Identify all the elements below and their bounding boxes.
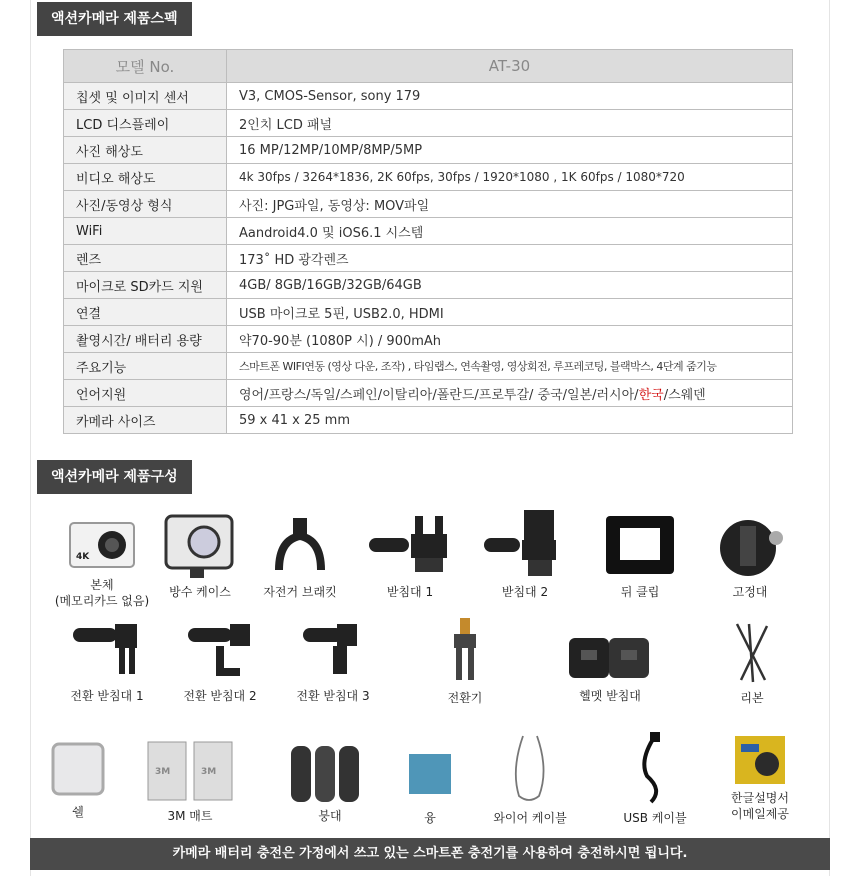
spec-key: 마이크로 SD카드 지원 bbox=[64, 272, 227, 299]
component-label: 전환 받침대 3 bbox=[296, 689, 370, 703]
component-item bbox=[415, 614, 515, 706]
component-item bbox=[280, 738, 380, 824]
component-item bbox=[475, 730, 585, 826]
component-label: 와이어 케이블 bbox=[493, 811, 567, 825]
spec-table bbox=[63, 49, 793, 434]
spec-header-row bbox=[64, 50, 793, 83]
camera-badge: 4K bbox=[76, 552, 90, 562]
spec-key: 사진 해상도 bbox=[64, 137, 227, 164]
tape-brand-label: 3M bbox=[155, 767, 171, 777]
component-label: 본체 (메모리카드 없음) bbox=[54, 578, 150, 608]
spec-row bbox=[64, 110, 793, 137]
spec-header-key: 모델 No. bbox=[64, 50, 227, 83]
spec-key: WiFi bbox=[64, 218, 227, 245]
component-label: USB 케이블 bbox=[623, 811, 687, 825]
component-label: 고정대 bbox=[732, 585, 768, 599]
spec-key: 칩셋 및 이미지 센서 bbox=[64, 83, 227, 110]
component-item bbox=[165, 620, 275, 704]
language-list: 영어/프랑스/독일/스페인/이탈리아/폴란드/프로투갈/ 중국/일본/러시아/ bbox=[239, 387, 639, 403]
manual-icon bbox=[733, 734, 787, 786]
component-item bbox=[712, 734, 808, 822]
spec-value: V3, CMOS-Sensor, sony 179 bbox=[227, 83, 793, 110]
shell-icon bbox=[45, 736, 111, 800]
component-item bbox=[150, 508, 250, 600]
spec-value: 4k 30fps / 3264*1836, 2K 60fps, 30fps / 1920*1080 , 1K 60fps / 1080*720 bbox=[227, 164, 793, 191]
tape-brand-label: 3M bbox=[201, 767, 217, 777]
footer-notice: 카메라 배터리 충전은 가정에서 쓰고 있는 스마트폰 충전기를 사용하여 충전하시면 됩니다. bbox=[30, 838, 830, 870]
component-item bbox=[600, 730, 710, 826]
component-item bbox=[700, 510, 800, 600]
usb-cable-icon bbox=[625, 730, 685, 806]
component-item bbox=[555, 628, 665, 704]
spec-key: 촬영시간/ 배터리 용량 bbox=[64, 326, 227, 353]
language-highlight: 한국 bbox=[638, 387, 664, 403]
component-item bbox=[250, 510, 350, 600]
bandage-icon bbox=[285, 738, 375, 804]
component-label: 전환 받침대 1 bbox=[70, 689, 144, 703]
spec-key: 언어지원 bbox=[64, 380, 227, 407]
camera-body-icon bbox=[66, 515, 138, 573]
spec-key: 사진/동영상 형식 bbox=[64, 191, 227, 218]
component-item bbox=[395, 740, 465, 826]
spec-value bbox=[227, 380, 793, 407]
component-item bbox=[52, 620, 162, 704]
component-label: 붕대 bbox=[318, 809, 342, 823]
spec-row bbox=[64, 353, 793, 380]
adapter-mount-icon bbox=[67, 620, 147, 684]
component-label: 한글설명서 이메일제공 bbox=[731, 791, 789, 821]
component-label: 3M 매트 bbox=[167, 809, 213, 823]
spec-key: LCD 디스플레이 bbox=[64, 110, 227, 137]
converter-icon bbox=[440, 614, 490, 686]
language-list-end: /스웨덴 bbox=[663, 387, 706, 403]
tripod-mount-icon bbox=[714, 510, 786, 580]
spec-key: 카메라 사이즈 bbox=[64, 407, 227, 434]
mount-icon bbox=[480, 506, 570, 580]
component-label: 받침대 1 bbox=[386, 585, 434, 599]
component-label: 받침대 2 bbox=[501, 585, 549, 599]
component-item bbox=[585, 510, 695, 600]
adhesive-pad-icon bbox=[142, 736, 238, 804]
spec-row bbox=[64, 191, 793, 218]
spec-value: 2인치 LCD 패널 bbox=[227, 110, 793, 137]
component-label: 융 bbox=[424, 811, 436, 825]
component-label: 쉘 bbox=[72, 805, 84, 819]
spec-row bbox=[64, 299, 793, 326]
helmet-mount-icon bbox=[565, 628, 655, 684]
component-item bbox=[140, 736, 240, 824]
cable-tie-icon bbox=[727, 620, 777, 686]
spec-row bbox=[64, 164, 793, 191]
spec-header-value: AT-30 bbox=[227, 50, 793, 83]
adapter-mount-icon bbox=[180, 620, 260, 684]
back-clip-icon bbox=[600, 510, 680, 580]
spec-value: 사진: JPG파일, 동영상: MOV파일 bbox=[227, 191, 793, 218]
component-label: 헬멧 받침대 bbox=[579, 689, 641, 703]
component-label: 전환기 bbox=[447, 691, 483, 705]
spec-key: 렌즈 bbox=[64, 245, 227, 272]
spec-row bbox=[64, 137, 793, 164]
adapter-mount-icon bbox=[293, 620, 373, 684]
component-item bbox=[52, 515, 152, 609]
mount-icon bbox=[365, 510, 455, 580]
spec-value: 4GB/ 8GB/16GB/32GB/64GB bbox=[227, 272, 793, 299]
component-item bbox=[350, 510, 470, 600]
spec-row bbox=[64, 407, 793, 434]
spec-row bbox=[64, 380, 793, 407]
spec-key: 주요기능 bbox=[64, 353, 227, 380]
spec-row bbox=[64, 218, 793, 245]
spec-value: 스마트폰 WIFI연동 (영상 다운, 조작) , 타임랩스, 연속촬영, 영상회전, 루프레코팅, 블랙박스, 4단계 줌기능 bbox=[227, 353, 793, 380]
components-section-title: 액션카메라 제품구성 bbox=[37, 460, 192, 494]
spec-section-title: 액션카메라 제품스펙 bbox=[37, 2, 192, 36]
spec-value: USB 마이크로 5핀, USB2.0, HDMI bbox=[227, 299, 793, 326]
component-label: 전환 받침대 2 bbox=[183, 689, 257, 703]
spec-value: 약70-90분 (1080P 시) / 900mAh bbox=[227, 326, 793, 353]
bike-bracket-icon bbox=[265, 510, 335, 580]
waterproof-case-icon bbox=[160, 508, 240, 580]
wire-cable-icon bbox=[505, 730, 555, 806]
spec-row bbox=[64, 272, 793, 299]
spec-value: 59 x 41 x 25 mm bbox=[227, 407, 793, 434]
component-label: 자전거 브래킷 bbox=[263, 585, 337, 599]
spec-row bbox=[64, 83, 793, 110]
component-item bbox=[278, 620, 388, 704]
component-item bbox=[38, 736, 118, 820]
component-item bbox=[465, 506, 585, 600]
cleaning-cloth-icon bbox=[405, 740, 455, 806]
spec-row bbox=[64, 245, 793, 272]
spec-row bbox=[64, 326, 793, 353]
component-item bbox=[712, 620, 792, 706]
component-label: 방수 케이스 bbox=[169, 585, 231, 599]
component-label: 리본 bbox=[740, 691, 764, 705]
component-label: 뒤 클립 bbox=[620, 585, 660, 599]
spec-value: 16 MP/12MP/10MP/8MP/5MP bbox=[227, 137, 793, 164]
spec-key: 연결 bbox=[64, 299, 227, 326]
spec-value: Aandroid4.0 및 iOS6.1 시스템 bbox=[227, 218, 793, 245]
spec-value: 173˚ HD 광각렌즈 bbox=[227, 245, 793, 272]
spec-key: 비디오 해상도 bbox=[64, 164, 227, 191]
